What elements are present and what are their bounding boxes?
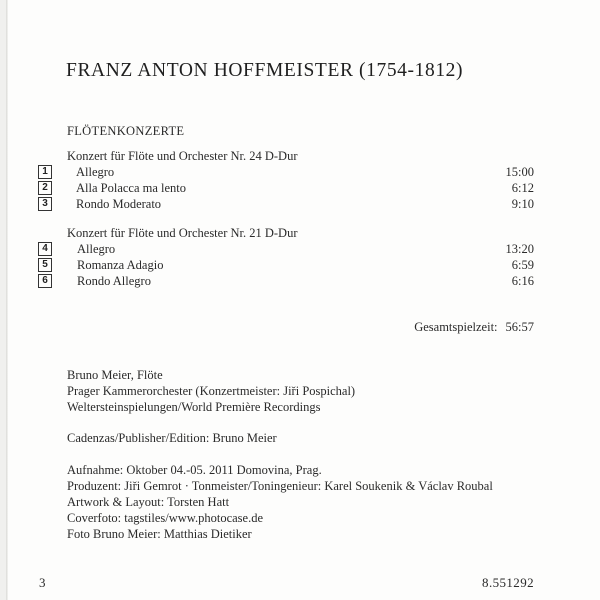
credit-line: Foto Bruno Meier: Matthias Dietiker <box>67 527 252 541</box>
track-row <box>38 165 534 181</box>
track-duration: 6:16 <box>511 274 534 288</box>
concerto-title: Konzert für Flöte und Orchester Nr. 24 D-Dur <box>67 149 298 163</box>
track-number: 5 <box>38 258 52 272</box>
concerto-title: Konzert für Flöte und Orchester Nr. 21 D-Dur <box>67 226 298 240</box>
track-name: Alla Polacca ma lento <box>76 181 187 195</box>
total-playing-time <box>414 320 534 335</box>
credit-line: Prager Kammerorchester (Konzertmeister: Jiři Pospichal) <box>67 384 356 398</box>
track-duration: 15:00 <box>505 165 534 179</box>
section-title: FLÖTENKONZERTE <box>67 124 185 138</box>
credit-line: Bruno Meier, Flöte <box>67 368 163 382</box>
track-name: Romanza Adagio <box>77 258 164 272</box>
page-fold <box>6 0 8 600</box>
credit-line: Produzent: Jiři Gemrot · Tonmeister/Toningenieur: Karel Soukenik & Václav Roubal <box>67 479 493 493</box>
page-number: 3 <box>39 575 46 590</box>
credit-line: Coverfoto: tagstiles/www.photocase.de <box>67 511 264 525</box>
track-number: 3 <box>38 197 52 211</box>
track-row <box>38 197 534 213</box>
track-duration: 9:10 <box>511 197 534 211</box>
catalog-number: 8.551292 <box>482 575 534 590</box>
credit-line: Weltersteinspielungen/World Première Recordings <box>67 400 321 414</box>
credit-line: Cadenzas/Publisher/Edition: Bruno Meier <box>67 431 277 445</box>
track-duration: 6:12 <box>511 181 534 195</box>
track-name: Rondo Allegro <box>77 274 151 288</box>
track-number: 2 <box>38 181 52 195</box>
track-row <box>38 274 534 290</box>
track-row <box>38 242 534 258</box>
track-name: Allegro <box>76 165 115 179</box>
total-label: Gesamtspielzeit: <box>414 320 498 334</box>
credit-line: Artwork & Layout: Torsten Hatt <box>67 495 230 509</box>
track-number: 1 <box>38 165 52 179</box>
total-value: 56:57 <box>505 320 534 334</box>
track-row <box>38 258 534 274</box>
track-number: 4 <box>38 242 52 256</box>
track-duration: 13:20 <box>505 242 534 256</box>
credit-line: Aufnahme: Oktober 04.-05. 2011 Domovina, Prag. <box>67 463 322 477</box>
track-number: 6 <box>38 274 52 288</box>
track-duration: 6:59 <box>511 258 534 272</box>
track-name: Allegro <box>77 242 116 256</box>
track-name: Rondo Moderato <box>76 197 162 211</box>
track-row <box>38 181 534 197</box>
composer-title: FRANZ ANTON HOFFMEISTER (1754-1812) <box>66 60 464 81</box>
